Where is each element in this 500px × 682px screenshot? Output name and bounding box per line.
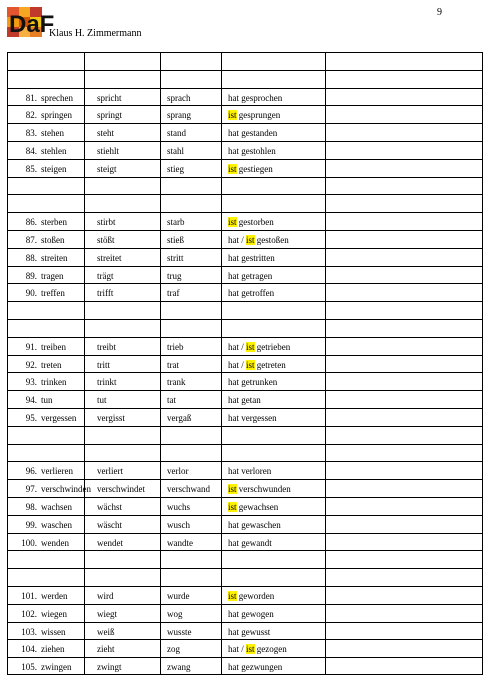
- participle: gewandt: [241, 537, 272, 548]
- auxiliary-ist-highlight: ist: [228, 110, 237, 121]
- perfect-form: [228, 609, 274, 619]
- perfect-form: [228, 484, 291, 494]
- present-form: treibt: [97, 341, 116, 352]
- present-form: trifft: [97, 288, 114, 299]
- present-form: trinkt: [97, 377, 117, 388]
- past-form: trieb: [167, 341, 184, 352]
- present-form: vergisst: [97, 413, 125, 423]
- empty-row: [8, 427, 482, 445]
- auxiliary-hat: hat: [228, 377, 239, 388]
- infinitive: werden: [41, 591, 68, 601]
- past-form: sprach: [167, 92, 191, 103]
- past-form: wusch: [167, 519, 190, 530]
- auxiliary-hat: hat: [228, 92, 239, 103]
- verb-number: 90.: [25, 288, 37, 299]
- infinitive: vergessen: [41, 413, 77, 423]
- perfect-form: [228, 395, 261, 405]
- present-form: stiehlt: [97, 146, 119, 156]
- auxiliary-ist-highlight: ist: [228, 591, 237, 601]
- verb-row: [8, 124, 482, 142]
- infinitive: verlieren: [41, 466, 73, 477]
- participle: gezogen: [256, 644, 287, 655]
- past-form: traf: [167, 288, 180, 299]
- present-form: springt: [97, 110, 123, 121]
- verb-number: 86.: [25, 217, 37, 228]
- verb-row: [8, 534, 482, 552]
- verb-row: [8, 462, 482, 480]
- present-form: wendet: [97, 537, 123, 548]
- verb-number: 104.: [21, 644, 37, 655]
- perfect-form: [228, 627, 270, 637]
- perfect-form: [228, 110, 280, 120]
- empty-row: [8, 569, 482, 587]
- verb-row: [8, 409, 482, 427]
- participle: verschwunden: [238, 484, 291, 495]
- perfect-form: [228, 146, 276, 156]
- verb-table: [7, 52, 483, 675]
- past-form: zog: [167, 644, 180, 655]
- empty-row: [8, 320, 482, 338]
- auxiliary-hat: hat: [228, 413, 239, 423]
- infinitive: sprechen: [41, 92, 73, 103]
- verb-row: [8, 498, 482, 516]
- auxiliary-hat: hat /: [228, 644, 244, 655]
- verb-row: [8, 391, 482, 409]
- verb-number: 92.: [25, 359, 37, 370]
- past-form: stieß: [167, 235, 184, 245]
- present-form: wäscht: [97, 519, 122, 530]
- empty-row: [8, 551, 482, 569]
- past-form: stieg: [167, 163, 184, 174]
- verb-number: 97.: [25, 484, 37, 495]
- past-form: trug: [167, 270, 182, 281]
- empty-row: [8, 195, 482, 213]
- verb-row: [8, 106, 482, 124]
- perfect-form: [228, 342, 290, 352]
- author-name: Klaus H. Zimmermann: [49, 28, 142, 39]
- participle: getreten: [256, 359, 286, 370]
- empty-row: [8, 53, 482, 71]
- verb-number: 85.: [25, 163, 37, 174]
- perfect-form: [228, 502, 278, 512]
- infinitive: wenden: [41, 537, 69, 548]
- verb-row: [8, 623, 482, 641]
- verb-number: 84.: [25, 146, 37, 156]
- participle: gewusst: [241, 626, 271, 637]
- participle: verloren: [241, 466, 272, 477]
- verb-number: 94.: [25, 395, 37, 406]
- present-form: wiegt: [97, 608, 117, 619]
- participle: gestorben: [238, 217, 274, 228]
- infinitive: stehlen: [41, 146, 67, 156]
- infinitive: treten: [41, 359, 62, 370]
- perfect-form: [228, 235, 289, 245]
- auxiliary-ist-highlight: ist: [246, 644, 255, 655]
- auxiliary-hat: hat: [228, 519, 239, 530]
- infinitive: steigen: [41, 163, 67, 174]
- past-form: trat: [167, 359, 179, 370]
- auxiliary-ist-highlight: ist: [228, 217, 237, 228]
- verb-number: 81.: [25, 92, 37, 103]
- present-form: spricht: [97, 92, 122, 103]
- auxiliary-hat: hat: [228, 146, 239, 156]
- auxiliary-hat: hat: [228, 662, 239, 673]
- verb-number: 102.: [21, 608, 37, 619]
- present-form: streitet: [97, 252, 122, 263]
- perfect-form: [228, 466, 271, 476]
- infinitive: verschwinden: [41, 484, 91, 495]
- verb-number: 98.: [25, 502, 37, 512]
- participle: vergessen: [241, 413, 277, 423]
- auxiliary-hat: hat /: [228, 235, 244, 245]
- perfect-form: [228, 662, 282, 672]
- participle: getrunken: [241, 377, 278, 388]
- perfect-form: [228, 128, 277, 138]
- present-form: stößt: [97, 235, 115, 245]
- auxiliary-hat: hat /: [228, 359, 244, 370]
- auxiliary-hat: hat /: [228, 341, 244, 352]
- infinitive: springen: [41, 110, 72, 121]
- auxiliary-ist-highlight: ist: [246, 235, 255, 245]
- auxiliary-ist-highlight: ist: [246, 341, 255, 352]
- empty-row: [8, 445, 482, 463]
- verb-number: 101.: [21, 591, 37, 601]
- past-form: stritt: [167, 252, 184, 263]
- present-form: stirbt: [97, 217, 116, 228]
- verb-row: [8, 160, 482, 178]
- auxiliary-hat: hat: [228, 270, 239, 281]
- perfect-form: [228, 644, 287, 654]
- participle: gestoßen: [256, 235, 289, 245]
- past-form: zwang: [167, 662, 191, 673]
- past-form: tat: [167, 395, 176, 406]
- participle: getan: [241, 395, 261, 406]
- past-form: wusste: [167, 626, 192, 637]
- empty-row: [8, 302, 482, 320]
- perfect-form: [228, 360, 286, 370]
- verb-number: 83.: [25, 128, 37, 139]
- daf-logo: [7, 7, 55, 38]
- auxiliary-hat: hat: [228, 288, 239, 299]
- infinitive: treiben: [41, 341, 66, 352]
- present-form: steht: [97, 128, 114, 139]
- verb-number: 100.: [21, 537, 37, 548]
- verb-row: [8, 480, 482, 498]
- verb-row: [8, 213, 482, 231]
- perfect-form: [228, 93, 282, 103]
- infinitive: wissen: [41, 626, 66, 637]
- infinitive: treffen: [41, 288, 65, 299]
- infinitive: streiten: [41, 252, 68, 263]
- past-form: wandte: [167, 537, 193, 548]
- participle: gesprungen: [238, 110, 281, 121]
- empty-row: [8, 178, 482, 196]
- auxiliary-hat: hat: [228, 252, 239, 263]
- present-form: tut: [97, 395, 107, 406]
- verb-number: 91.: [25, 341, 37, 352]
- past-form: trank: [167, 377, 186, 388]
- past-form: verlor: [167, 466, 189, 477]
- auxiliary-ist-highlight: ist: [228, 484, 237, 495]
- verb-row: [8, 356, 482, 374]
- auxiliary-hat: hat: [228, 466, 239, 477]
- present-form: steigt: [97, 163, 117, 174]
- infinitive: tun: [41, 395, 53, 406]
- auxiliary-ist-highlight: ist: [228, 163, 237, 174]
- participle: getragen: [241, 270, 273, 281]
- auxiliary-ist-highlight: ist: [228, 502, 237, 512]
- present-form: zieht: [97, 644, 115, 655]
- verb-number: 103.: [21, 626, 37, 637]
- infinitive: ziehen: [41, 644, 65, 655]
- perfect-form: [228, 271, 272, 281]
- participle: gestritten: [241, 252, 275, 263]
- participle: gewogen: [241, 608, 274, 619]
- verb-number: 82.: [25, 110, 37, 121]
- verb-row: [8, 338, 482, 356]
- perfect-form: [228, 377, 277, 387]
- participle: getroffen: [241, 288, 275, 299]
- verb-number: 96.: [25, 466, 37, 477]
- perfect-form: [228, 164, 273, 174]
- verb-row: [8, 89, 482, 107]
- perfect-form: [228, 217, 274, 227]
- infinitive: zwingen: [41, 662, 72, 673]
- perfect-form: [228, 591, 274, 601]
- verb-row: [8, 516, 482, 534]
- participle: gestanden: [241, 128, 278, 139]
- present-form: tritt: [97, 359, 110, 370]
- verb-row: [8, 640, 482, 658]
- perfect-form: [228, 288, 274, 298]
- verb-number: 99.: [25, 519, 37, 530]
- past-form: wog: [167, 608, 183, 619]
- past-form: starb: [167, 217, 185, 228]
- past-form: wurde: [167, 591, 190, 601]
- participle: geworden: [238, 591, 275, 601]
- auxiliary-hat: hat: [228, 626, 239, 637]
- verb-row: [8, 284, 482, 302]
- past-form: stahl: [167, 146, 184, 156]
- verb-row: [8, 249, 482, 267]
- verb-row: [8, 142, 482, 160]
- perfect-form: [228, 253, 275, 263]
- past-form: vergaß: [167, 413, 192, 423]
- auxiliary-hat: hat: [228, 128, 239, 139]
- past-form: wuchs: [167, 502, 190, 512]
- infinitive: tragen: [41, 270, 64, 281]
- participle: gewaschen: [241, 519, 281, 530]
- infinitive: sterben: [41, 217, 67, 228]
- verb-number: 88.: [25, 252, 37, 263]
- infinitive: stoßen: [41, 235, 65, 245]
- participle: gesprochen: [241, 92, 283, 103]
- infinitive: stehen: [41, 128, 64, 139]
- present-form: verliert: [97, 466, 123, 477]
- auxiliary-hat: hat: [228, 395, 239, 406]
- verb-number: 89.: [25, 270, 37, 281]
- past-form: verschwand: [167, 484, 210, 495]
- participle: gestohlen: [241, 146, 276, 156]
- verb-number: 87.: [25, 235, 37, 245]
- infinitive: waschen: [41, 519, 72, 530]
- present-form: verschwindet: [97, 484, 145, 495]
- present-form: wird: [97, 591, 114, 601]
- present-form: trägt: [97, 270, 114, 281]
- participle: gezwungen: [241, 662, 283, 673]
- past-form: stand: [167, 128, 186, 139]
- auxiliary-hat: hat: [228, 608, 239, 619]
- verb-row: [8, 658, 482, 676]
- infinitive: trinken: [41, 377, 67, 388]
- logo-text: DaF: [9, 11, 55, 38]
- verb-row: [8, 605, 482, 623]
- infinitive: wachsen: [41, 502, 72, 512]
- empty-row: [8, 71, 482, 89]
- verb-number: 105.: [21, 662, 37, 673]
- present-form: wächst: [97, 502, 122, 512]
- participle: gewachsen: [238, 502, 279, 512]
- present-form: weiß: [97, 626, 115, 637]
- page-number: 9: [437, 7, 442, 18]
- verb-number: 93.: [25, 377, 37, 388]
- verb-row: [8, 231, 482, 249]
- verb-row: [8, 373, 482, 391]
- past-form: sprang: [167, 110, 191, 121]
- verb-number: 95.: [25, 413, 37, 423]
- verb-row: [8, 267, 482, 285]
- perfect-form: [228, 538, 272, 548]
- auxiliary-ist-highlight: ist: [246, 359, 255, 370]
- participle: gestiegen: [238, 163, 273, 174]
- verb-row: [8, 587, 482, 605]
- present-form: zwingt: [97, 662, 122, 673]
- participle: getrieben: [256, 341, 291, 352]
- infinitive: wiegen: [41, 608, 67, 619]
- perfect-form: [228, 520, 281, 530]
- auxiliary-hat: hat: [228, 537, 239, 548]
- perfect-form: [228, 413, 277, 423]
